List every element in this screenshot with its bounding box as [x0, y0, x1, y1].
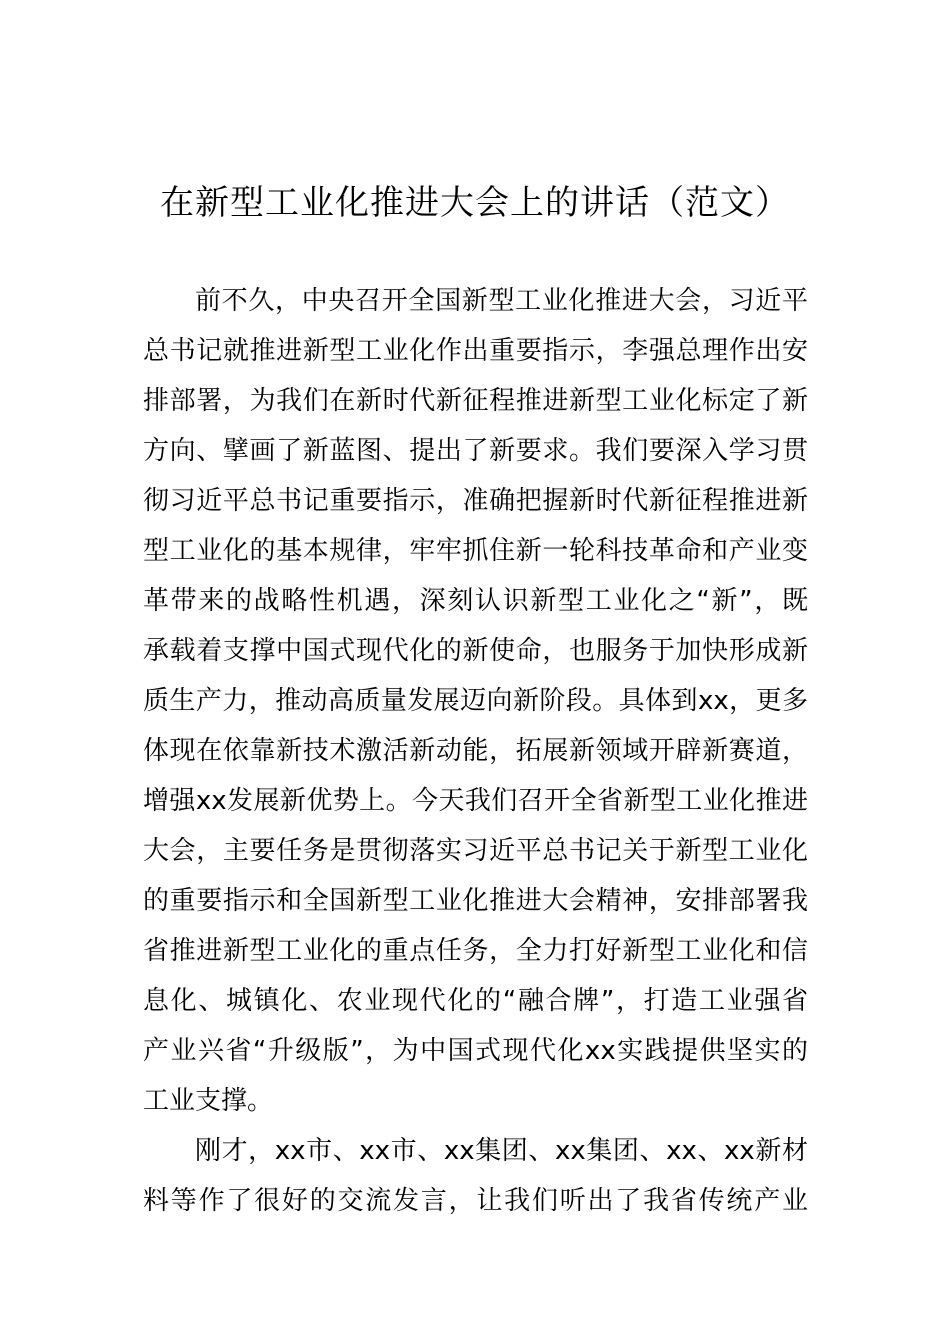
- paragraph-line: 彻习近平总书记重要指示，准确把握新时代新征程推进新: [143, 486, 808, 516]
- paragraph-line: 的重要指示和全国新型工业化推进大会精神，安排部署我: [143, 886, 808, 916]
- paragraph-line: 工业支撑。: [143, 1086, 274, 1116]
- document-body: [143, 276, 808, 1226]
- paragraph-line: 刚才，xx市、xx市、xx集团、xx集团、xx、xx新材: [195, 1136, 808, 1166]
- paragraph-line: 省推进新型工业化的重点任务，全力打好新型工业化和信: [143, 936, 808, 966]
- paragraph-1: [143, 276, 808, 1126]
- paragraph-line: 型工业化的基本规律，牢牢抓住新一轮科技革命和产业变: [143, 536, 808, 566]
- paragraph-line: 大会，主要任务是贯彻落实习近平总书记关于新型工业化: [143, 836, 808, 866]
- paragraph-line: 承载着支撑中国式现代化的新使命，也服务于加快形成新: [143, 636, 808, 666]
- paragraph-line: 质生产力，推动高质量发展迈向新阶段。具体到xx，更多: [143, 686, 808, 716]
- paragraph-line: 前不久，中央召开全国新型工业化推进大会，习近平: [195, 286, 808, 316]
- paragraph-line: 料等作了很好的交流发言，让我们听出了我省传统产业: [143, 1186, 808, 1216]
- paragraph-line: 革带来的战略性机遇，深刻认识新型工业化之“新”，既: [143, 586, 808, 616]
- paragraph-line: 排部署，为我们在新时代新征程推进新型工业化标定了新: [143, 386, 808, 416]
- paragraph-line: 产业兴省“升级版”，为中国式现代化xx实践提供坚实的: [143, 1036, 808, 1066]
- paragraph-line: 息化、城镇化、农业现代化的“融合牌”，打造工业强省: [143, 986, 808, 1016]
- paragraph-line: 增强xx发展新优势上。今天我们召开全省新型工业化推进: [143, 786, 808, 816]
- paragraph-2: [143, 1126, 808, 1226]
- paragraph-line: 总书记就推进新型工业化作出重要指示，李强总理作出安: [143, 336, 808, 366]
- paragraph-line: 方向、擘画了新蓝图、提出了新要求。我们要深入学习贯: [143, 436, 808, 466]
- paragraph-line: 体现在依靠新技术激活新动能，拓展新领域开辟新赛道，: [143, 736, 808, 766]
- document-title: 在新型工业化推进大会上的讲话（范文）: [160, 183, 790, 223]
